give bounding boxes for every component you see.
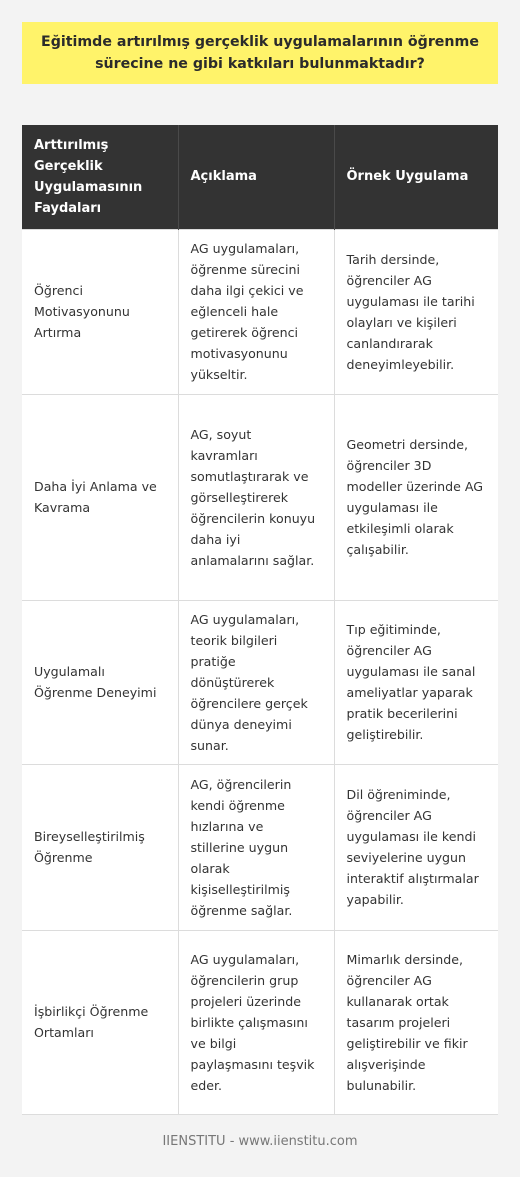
cell-example: Geometri dersinde, öğrenciler 3D modeller üzerinde AG uygulaması ile etkileşimli olarak çalışabilir.: [334, 394, 498, 600]
benefits-table: [22, 125, 498, 1115]
page-title: Eğitimde artırılmış gerçeklik uygulamalarının öğrenme sürecine ne gibi katkıları bulunmaktadır?: [41, 34, 479, 72]
header-benefits: Arttırılmış Gerçeklik Uygulamasının Faydaları: [22, 125, 178, 229]
cell-description: AG uygulamaları, öğrencilerin grup projeleri üzerinde birlikte çalışmasını ve bilgi paylaşmasını teşvik eder.: [178, 930, 334, 1114]
cell-description: AG, öğrencilerin kendi öğrenme hızlarına ve stillerine uygun olarak kişiselleştirilmiş öğrenme sağlar.: [178, 764, 334, 930]
header-description: Açıklama: [178, 125, 334, 229]
cell-description: AG uygulamaları, öğrenme sürecini daha ilgi çekici ve eğlenceli hale getirerek öğrenci motivasyonunu yükseltir.: [178, 229, 334, 394]
cell-description: AG uygulamaları, teorik bilgileri pratiğe dönüştürerek öğrencilere gerçek dünya deneyimi sunar.: [178, 600, 334, 764]
cell-benefit: İşbirlikçi Öğrenme Ortamları: [22, 930, 178, 1114]
header-example: Örnek Uygulama: [334, 125, 498, 229]
cell-example: Mimarlık dersinde, öğrenciler AG kullanarak ortak tasarım projeleri geliştirebilir ve fikir alışverişinde bulunabilir.: [334, 930, 498, 1114]
title-banner: [22, 22, 498, 84]
footer-credit: IIENSTITU - www.iienstitu.com: [162, 1134, 358, 1149]
table-row: [22, 764, 498, 930]
cell-example: Tarih dersinde, öğrenciler AG uygulaması ile tarihi olayları ve kişileri canlandırarak deneyimleyebilir.: [334, 229, 498, 394]
cell-description: AG, soyut kavramları somutlaştırarak ve görselleştirerek öğrencilerin konuyu daha iyi anlamalarını sağlar.: [178, 394, 334, 600]
cell-benefit: Bireyselleştirilmiş Öğrenme: [22, 764, 178, 930]
cell-benefit: Uygulamalı Öğrenme Deneyimi: [22, 600, 178, 764]
table-row: [22, 600, 498, 764]
cell-benefit: Öğrenci Motivasyonunu Artırma: [22, 229, 178, 394]
table-header-row: [22, 125, 498, 229]
cell-benefit: Daha İyi Anlama ve Kavrama: [22, 394, 178, 600]
table-row: [22, 930, 498, 1114]
cell-example: Dil öğreniminde, öğrenciler AG uygulaması ile kendi seviyelerine uygun interaktif alıştırmalar yapabilir.: [334, 764, 498, 930]
table-row: [22, 394, 498, 600]
cell-example: Tıp eğitiminde, öğrenciler AG uygulaması ile sanal ameliyatlar yaparak pratik becerilerini geliştirebilir.: [334, 600, 498, 764]
table-row: [22, 229, 498, 394]
